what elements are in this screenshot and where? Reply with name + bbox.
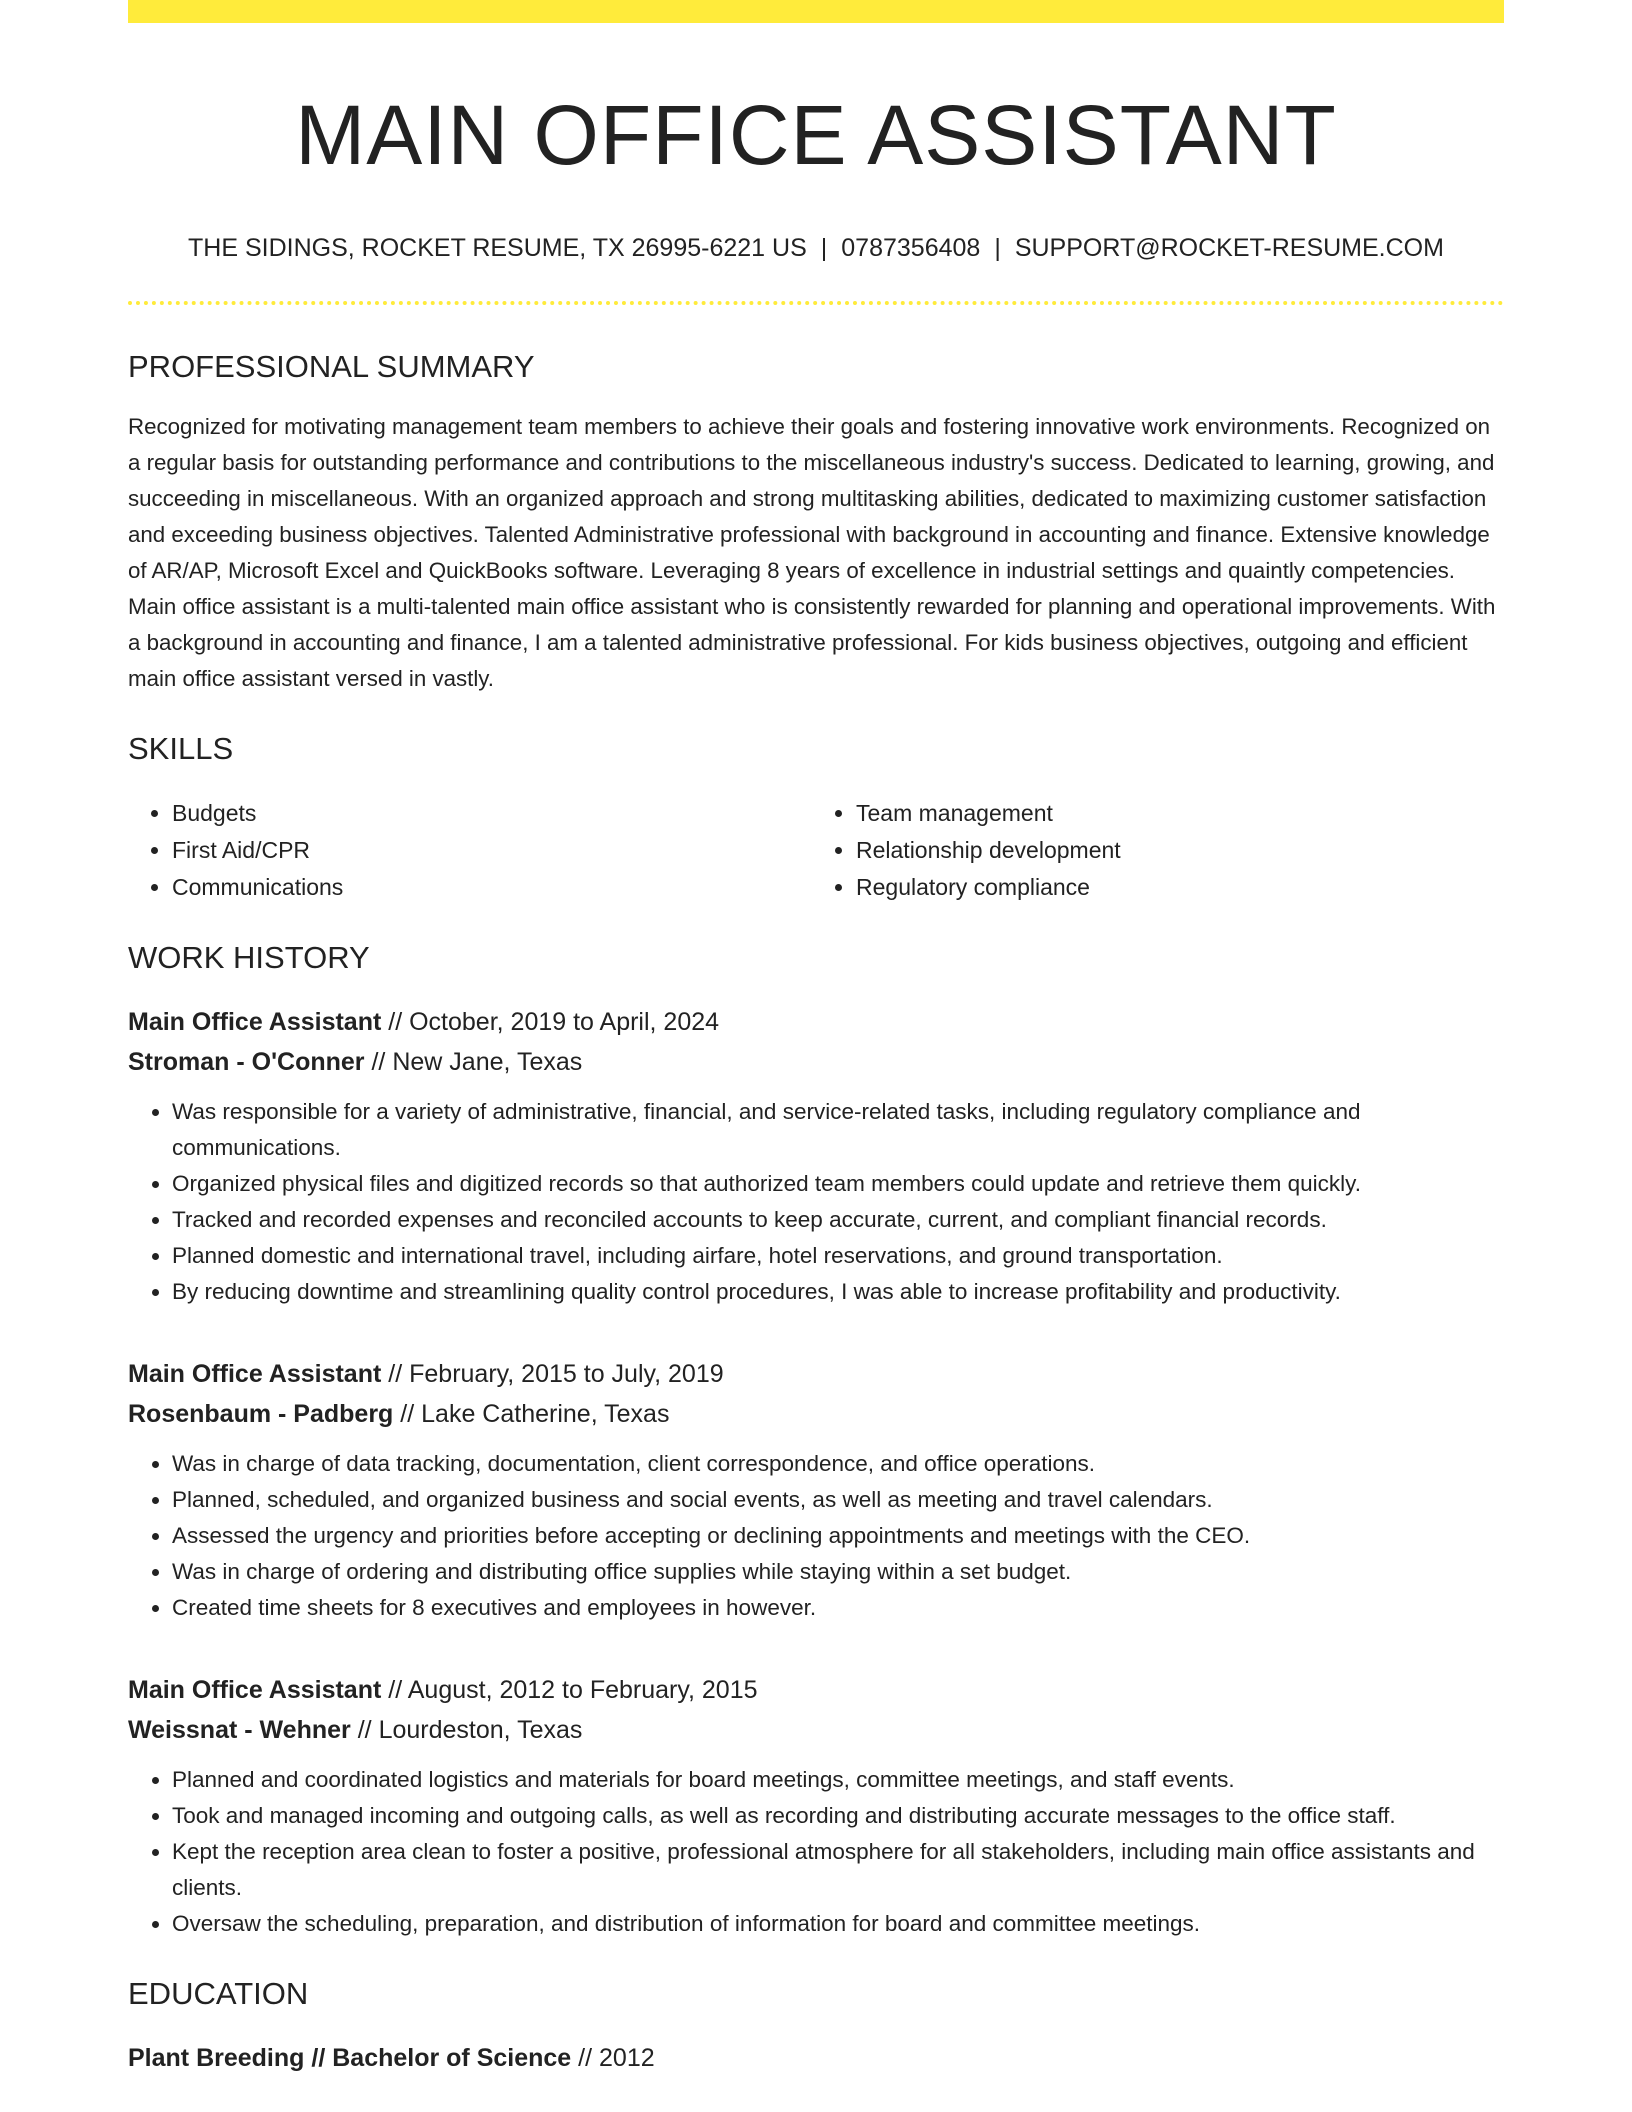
job-bullet: • Was responsible for a variety of administrative, financial, and service-related tasks, including regulatory compliance and communications. [172, 1094, 1504, 1166]
separator: // [400, 1399, 415, 1428]
job-company-line [128, 1710, 1504, 1750]
job-company-line [128, 1042, 1504, 1082]
job-dates: August, 2012 to February, 2015 [407, 1675, 758, 1704]
job-location: Lourdeston, Texas [378, 1715, 583, 1744]
job-entry [128, 1670, 1504, 1942]
skill-item: • Relationship development [856, 832, 1490, 869]
job-role: Main Office Assistant [128, 1359, 382, 1388]
job-location: New Jane, Texas [392, 1047, 583, 1076]
contact-address: THE SIDINGS, ROCKET RESUME, TX 26995-6221 US [188, 233, 807, 262]
job-bullet: • Planned, scheduled, and organized business and social events, as well as meeting and travel calendars. [172, 1482, 1504, 1518]
job-bullets [128, 1762, 1504, 1942]
job-bullet: • Oversaw the scheduling, preparation, and distribution of information for board and committee meetings. [172, 1906, 1504, 1942]
contact-separator: | [820, 233, 828, 262]
education-year: 2012 [599, 2043, 655, 2072]
job-dates: October, 2019 to April, 2024 [409, 1007, 720, 1036]
skill-item: • Regulatory compliance [856, 869, 1490, 906]
job-role: Main Office Assistant [128, 1007, 382, 1036]
separator: // [388, 1675, 403, 1704]
skill-item: • Team management [856, 795, 1490, 832]
resume-page [128, 0, 1504, 2078]
education-field: Plant Breeding [128, 2043, 305, 2072]
separator: // [357, 1715, 372, 1744]
job-bullet: • By reducing downtime and streamlining quality control procedures, I was able to increase profitability and productivity. [172, 1274, 1504, 1310]
job-title-line [128, 1670, 1504, 1710]
job-bullet: • Planned domestic and international travel, including airfare, hotel reservations, and ground transportation. [172, 1238, 1504, 1274]
contact-separator: | [994, 233, 1001, 262]
job-location: Lake Catherine, Texas [421, 1399, 670, 1428]
job-bullet: • Assessed the urgency and priorities before accepting or declining appointments and meetings with the CEO. [172, 1518, 1504, 1554]
job-bullet: • Planned and coordinated logistics and materials for board meetings, committee meetings, and staff events. [172, 1762, 1504, 1798]
summary-text: Recognized for motivating management team members to achieve their goals and fostering innovative work environments. Recognized on a regular basis for outstanding performance and contributions to the miscellaneous industry's success. Dedicated to learning, growing, and succeeding in miscellaneous. With an organized approach and strong multitasking abilities, dedicated to maximizing customer satisfaction and exceeding business objectives. Talented Administrative professional with background in accounting and finance. Extensive knowledge of AR/AP, Microsoft Excel and QuickBooks software. Leveraging 8 years of excellence in industrial settings and quaintly competencies. Main office assistant is a multi-talented main office assistant who is consistently rewarded for planning and operational improvements. With a background in accounting and finance, I am a talented administrative professional. For kids business objectives, outgoing and efficient main office assistant versed in vastly. [128, 413, 1496, 691]
job-company: Weissnat - Wehner [128, 1715, 351, 1744]
education-degree: Bachelor of Science [332, 2043, 572, 2072]
work-history-section-title: WORK HISTORY [128, 939, 370, 975]
accent-top-bar [128, 0, 1504, 23]
education-entry [128, 2038, 1504, 2078]
job-bullet: • Kept the reception area clean to foster a positive, professional atmosphere for all stakeholders, including main office assistants and clients. [172, 1834, 1504, 1906]
education-section-title: EDUCATION [128, 1975, 309, 2011]
separator: // [371, 1047, 386, 1076]
contact-phone: 0787356408 [841, 233, 981, 262]
job-entry [128, 1002, 1504, 1310]
summary-section-title: PROFESSIONAL SUMMARY [128, 348, 535, 384]
separator: // [388, 1007, 403, 1036]
job-bullet: • Tracked and recorded expenses and reconciled accounts to keep accurate, current, and compliant financial records. [172, 1202, 1504, 1238]
job-bullet: • Took and managed incoming and outgoing calls, as well as recording and distributing accurate messages to the office staff. [172, 1798, 1504, 1834]
separator: // [311, 2043, 326, 2072]
job-title-line [128, 1354, 1504, 1394]
skills-column-left [128, 795, 806, 906]
job-bullet: • Organized physical files and digitized records so that authorized team members could update and retrieve them quickly. [172, 1166, 1504, 1202]
skills-section-title: SKILLS [128, 730, 234, 766]
skill-item: • Communications [172, 869, 806, 906]
job-title-line [128, 1002, 1504, 1042]
skill-item: • Budgets [172, 795, 806, 832]
job-company-line [128, 1394, 1504, 1434]
resume-name: MAIN OFFICE ASSISTANT [295, 88, 1337, 182]
separator: // [388, 1359, 403, 1388]
job-bullets [128, 1446, 1504, 1626]
job-company: Rosenbaum - Padberg [128, 1399, 394, 1428]
separator: // [578, 2043, 593, 2072]
job-bullet: • Created time sheets for 8 executives and employees in however. [172, 1590, 1504, 1626]
contact-email: SUPPORT@ROCKET-RESUME.COM [1014, 233, 1444, 262]
job-bullet: • Was in charge of ordering and distributing office supplies while staying within a set budget. [172, 1554, 1504, 1590]
job-role: Main Office Assistant [128, 1675, 382, 1704]
job-bullet: • Was in charge of data tracking, documentation, client correspondence, and office operations. [172, 1446, 1504, 1482]
contact-line [128, 234, 1504, 263]
skill-item: • First Aid/CPR [172, 832, 806, 869]
dotted-divider [128, 301, 1504, 305]
job-dates: February, 2015 to July, 2019 [409, 1359, 724, 1388]
job-entry [128, 1354, 1504, 1626]
job-company: Stroman - O'Conner [128, 1047, 365, 1076]
job-bullets [128, 1094, 1504, 1310]
skills-column-right [806, 795, 1490, 906]
skills-list [128, 795, 1504, 906]
